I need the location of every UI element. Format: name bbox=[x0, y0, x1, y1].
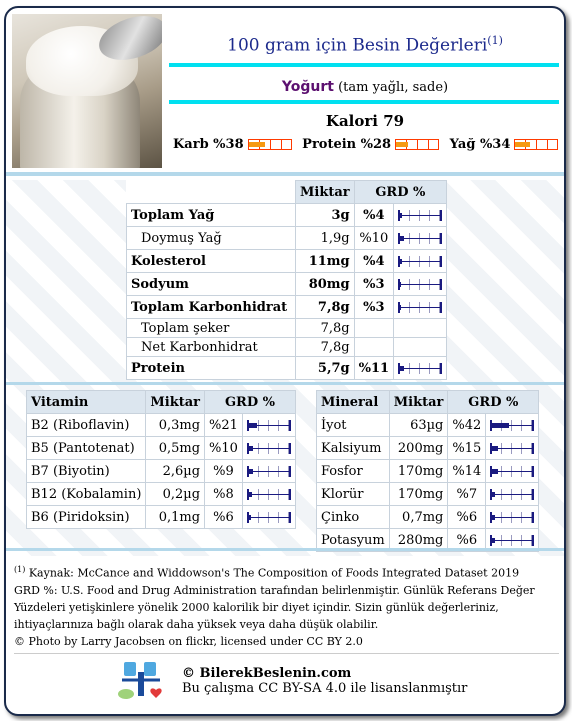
mineral-amount: 170mg bbox=[389, 483, 448, 506]
mineral-grd: %42 bbox=[448, 414, 486, 437]
mineral-amount: 170mg bbox=[389, 460, 448, 483]
source-sup: (1) bbox=[14, 565, 26, 574]
license-text: Bu çalışma CC BY-SA 4.0 ile lisanslanmıştır bbox=[182, 681, 468, 696]
grd-bar bbox=[247, 466, 291, 477]
blank-header bbox=[127, 181, 296, 204]
macro-bar-fill bbox=[515, 142, 529, 147]
table-row bbox=[317, 437, 539, 460]
grd-bar-fill bbox=[492, 492, 495, 497]
macro-label: Yağ %34 bbox=[449, 137, 511, 152]
nutrient-amount: 1,9g bbox=[296, 227, 355, 250]
grd-bar bbox=[398, 302, 442, 313]
grd-bar-fill bbox=[249, 515, 251, 520]
grd-bar bbox=[490, 512, 534, 523]
nutrient-name: Doymuş Yağ bbox=[127, 227, 296, 250]
grd-bar-fill bbox=[492, 515, 494, 520]
grd-bar-cell bbox=[242, 414, 295, 437]
grd-bar-fill bbox=[400, 305, 401, 310]
section-separator bbox=[6, 548, 564, 551]
grd-bar bbox=[398, 256, 442, 267]
title-divider bbox=[169, 63, 559, 67]
grd-bar bbox=[247, 443, 291, 454]
vitamin-grd: %9 bbox=[205, 460, 243, 483]
grd-bar-fill bbox=[400, 259, 402, 264]
nutrition-card bbox=[4, 6, 566, 716]
grd-bar bbox=[490, 489, 534, 500]
table-row bbox=[127, 319, 447, 338]
grd-bar-cell bbox=[394, 227, 447, 250]
table-row bbox=[27, 414, 296, 437]
table-row bbox=[127, 338, 447, 357]
grd-bar bbox=[247, 489, 291, 500]
food-divider bbox=[169, 100, 559, 104]
mineral-name: Fosfor bbox=[317, 460, 390, 483]
macro-bar-fill bbox=[249, 142, 265, 147]
nutrient-grd: %11 bbox=[354, 357, 393, 380]
section-separator bbox=[6, 172, 564, 176]
grd-bar-cell bbox=[486, 437, 539, 460]
mineral-grd: %14 bbox=[448, 460, 486, 483]
source-note bbox=[14, 561, 559, 582]
nutrient-amount: 7,8g bbox=[296, 319, 355, 338]
grd-bar bbox=[490, 420, 534, 431]
nutrient-table bbox=[126, 180, 447, 380]
mineral-amount: 63µg bbox=[389, 414, 448, 437]
grd-bar bbox=[490, 466, 534, 477]
vitamin-table bbox=[26, 390, 296, 529]
macro-carb bbox=[173, 137, 292, 152]
grd-bar bbox=[247, 420, 291, 431]
table-row bbox=[317, 483, 539, 506]
grd-bar-cell bbox=[242, 506, 295, 529]
vitamin-name: B6 (Piridoksin) bbox=[27, 506, 146, 529]
mineral-amount: 280mg bbox=[389, 529, 448, 552]
grd-header: GRD % bbox=[205, 391, 296, 414]
table-row bbox=[27, 460, 296, 483]
grd-bar-cell bbox=[394, 338, 447, 357]
grd-bar-fill bbox=[400, 236, 404, 241]
macro-row bbox=[170, 137, 560, 152]
vitamin-grd: %10 bbox=[205, 437, 243, 460]
nutrient-grd bbox=[354, 338, 393, 357]
mineral-grd: %6 bbox=[448, 529, 486, 552]
grd-bar-fill bbox=[249, 446, 253, 451]
nutrient-amount: 7,8g bbox=[296, 338, 355, 357]
nutrient-amount: 5,7g bbox=[296, 357, 355, 380]
table-row bbox=[127, 227, 447, 250]
food-line bbox=[170, 79, 560, 95]
mineral-name: Çinko bbox=[317, 506, 390, 529]
nutrient-name: Toplam şeker bbox=[127, 319, 296, 338]
table-row bbox=[127, 273, 447, 296]
title-sup: (1) bbox=[487, 34, 503, 47]
table-row bbox=[317, 460, 539, 483]
grd-bar-cell bbox=[486, 506, 539, 529]
grd-bar-cell bbox=[242, 483, 295, 506]
food-detail: (tam yağlı, sade) bbox=[338, 80, 449, 95]
nutrient-amount: 80mg bbox=[296, 273, 355, 296]
nutrient-amount: 7,8g bbox=[296, 296, 355, 319]
calorie-label: Kalori 79 bbox=[325, 112, 405, 130]
vitamin-grd: %8 bbox=[205, 483, 243, 506]
vitamin-name: B7 (Biyotin) bbox=[27, 460, 146, 483]
nutrient-name: Sodyum bbox=[127, 273, 296, 296]
grd-header: GRD % bbox=[354, 181, 446, 204]
nutrient-amount: 3g bbox=[296, 204, 355, 227]
site-logo-icon bbox=[114, 660, 168, 704]
table-row bbox=[27, 506, 296, 529]
grd-bar-cell bbox=[394, 273, 447, 296]
grd-note: GRD %: U.S. Food and Drug Administration tarafından belirlenmiştir. Günlük Referans Değer Yüzdeleri yetişkinlere yönelik 2000 kalorilik bir diyet içindir. Sizin günlük değerleriniz, ihtiyaçlarınıza bağlı olarak daha yüksek veya daha düşük olabilir. bbox=[14, 583, 535, 631]
table-row bbox=[127, 250, 447, 273]
macro-bar bbox=[395, 139, 439, 150]
mineral-name: İyot bbox=[317, 414, 390, 437]
mineral-name: Kalsiyum bbox=[317, 437, 390, 460]
nutrient-grd bbox=[354, 319, 393, 338]
nutrient-grd: %4 bbox=[354, 250, 393, 273]
grd-bar-fill bbox=[492, 446, 498, 451]
grd-bar-fill bbox=[400, 282, 401, 287]
food-name: Yoğurt bbox=[281, 79, 334, 95]
amount-header: Miktar bbox=[296, 181, 355, 204]
mineral-header: Mineral bbox=[317, 391, 390, 414]
grd-bar-cell bbox=[486, 483, 539, 506]
grd-bar-fill bbox=[249, 423, 257, 428]
nutrient-grd: %4 bbox=[354, 204, 393, 227]
grd-bar-cell bbox=[242, 460, 295, 483]
macro-label: Karb %38 bbox=[173, 137, 244, 152]
grd-bar-cell bbox=[394, 204, 447, 227]
site-name: © BilerekBeslenin.com bbox=[182, 666, 352, 681]
grd-bar-cell bbox=[394, 250, 447, 273]
grd-bar bbox=[490, 443, 534, 454]
grd-bar-cell bbox=[242, 437, 295, 460]
grd-bar-fill bbox=[492, 469, 498, 474]
macro-label: Protein %28 bbox=[302, 137, 392, 152]
mineral-table bbox=[316, 390, 539, 552]
vitamin-header: Vitamin bbox=[27, 391, 146, 414]
vitamin-grd: %6 bbox=[205, 506, 243, 529]
nutrient-name: Toplam Karbonhidrat bbox=[127, 296, 296, 319]
yogurt-photo bbox=[12, 14, 162, 168]
grd-bar-fill bbox=[400, 366, 404, 371]
source-text: Kaynak: McCance and Widdowson's The Composition of Foods Integrated Dataset 2019 bbox=[25, 566, 520, 580]
table-row bbox=[127, 204, 447, 227]
table-row bbox=[317, 506, 539, 529]
nutrient-amount: 11mg bbox=[296, 250, 355, 273]
mineral-grd: %6 bbox=[448, 506, 486, 529]
photo-credit: © Photo by Larry Jacobsen on flickr, licensed under CC BY 2.0 bbox=[14, 634, 363, 648]
nutrient-name: Toplam Yağ bbox=[127, 204, 296, 227]
macro-fat bbox=[450, 137, 559, 152]
nutrient-name: Kolesterol bbox=[127, 250, 296, 273]
mineral-grd: %7 bbox=[448, 483, 486, 506]
table-row bbox=[27, 483, 296, 506]
title-text: 100 gram için Besin Değerleri bbox=[227, 35, 488, 56]
grd-bar-cell bbox=[486, 414, 539, 437]
nutrient-grd: %10 bbox=[354, 227, 393, 250]
vitamin-name: B2 (Riboflavin) bbox=[27, 414, 146, 437]
grd-bar-cell bbox=[394, 357, 447, 380]
grd-bar-fill bbox=[492, 423, 509, 428]
macro-bar bbox=[248, 139, 292, 150]
amount-header: Miktar bbox=[146, 391, 205, 414]
vitamin-amount: 0,5mg bbox=[146, 437, 205, 460]
grd-bar bbox=[398, 233, 442, 244]
grd-header: GRD % bbox=[448, 391, 539, 414]
mineral-name: Klorür bbox=[317, 483, 390, 506]
grd-bar-fill bbox=[492, 538, 494, 543]
footer-divider bbox=[14, 653, 559, 654]
footer-text bbox=[182, 666, 467, 696]
grd-bar bbox=[490, 535, 534, 546]
table-row bbox=[127, 296, 447, 319]
grd-bar-cell bbox=[394, 319, 447, 338]
vitamin-name: B12 (Kobalamin) bbox=[27, 483, 146, 506]
grd-bar-fill bbox=[249, 492, 252, 497]
table-row bbox=[27, 437, 296, 460]
grd-bar bbox=[398, 279, 442, 290]
macro-bar bbox=[514, 139, 558, 150]
vitamin-name: B5 (Pantotenat) bbox=[27, 437, 146, 460]
amount-header: Miktar bbox=[389, 391, 448, 414]
mineral-amount: 200mg bbox=[389, 437, 448, 460]
mineral-name: Potasyum bbox=[317, 529, 390, 552]
page-title bbox=[170, 34, 560, 56]
grd-bar-fill bbox=[400, 213, 402, 218]
macro-bar-fill bbox=[396, 142, 408, 147]
grd-bar-cell bbox=[394, 296, 447, 319]
nutrient-name: Net Karbonhidrat bbox=[127, 338, 296, 357]
table-row bbox=[317, 414, 539, 437]
table-row bbox=[127, 357, 447, 380]
nutrient-name: Protein bbox=[127, 357, 296, 380]
vitamin-amount: 0,3mg bbox=[146, 414, 205, 437]
nutrient-grd: %3 bbox=[354, 273, 393, 296]
vitamin-amount: 2,6µg bbox=[146, 460, 205, 483]
vitamin-amount: 0,2µg bbox=[146, 483, 205, 506]
macro-protein bbox=[302, 137, 439, 152]
grd-bar-fill bbox=[249, 469, 253, 474]
grd-bar-cell bbox=[486, 460, 539, 483]
footnotes bbox=[14, 561, 559, 650]
mineral-amount: 0,7mg bbox=[389, 506, 448, 529]
nutrient-grd: %3 bbox=[354, 296, 393, 319]
vitamin-amount: 0,1mg bbox=[146, 506, 205, 529]
mineral-grd: %15 bbox=[448, 437, 486, 460]
grd-bar bbox=[398, 210, 442, 221]
section-separator bbox=[6, 382, 564, 385]
vitamin-grd: %21 bbox=[205, 414, 243, 437]
grd-bar bbox=[247, 512, 291, 523]
grd-bar bbox=[398, 363, 442, 374]
